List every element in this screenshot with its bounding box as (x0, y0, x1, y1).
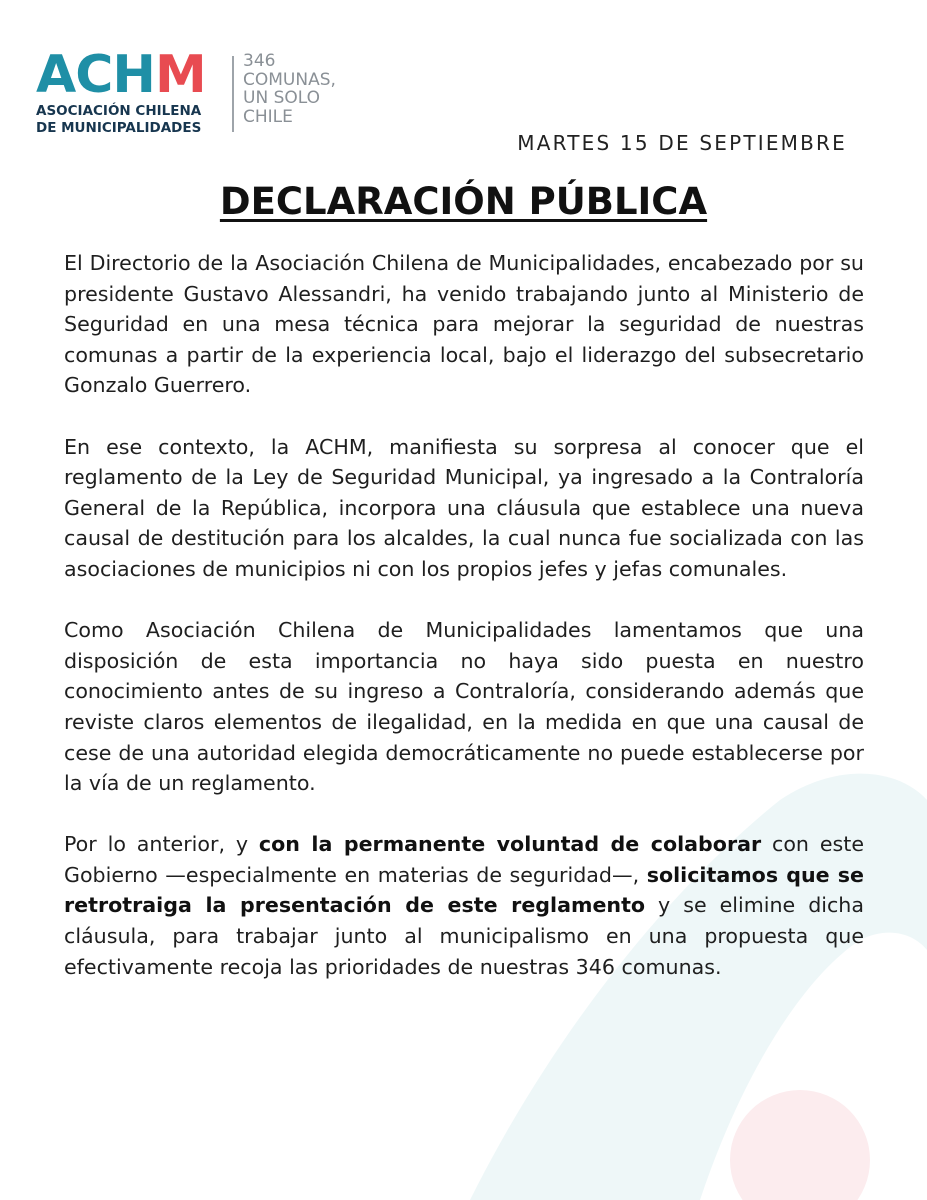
logo-organization-name (36, 103, 226, 137)
logo-divider (232, 56, 234, 132)
closing-text-3: y se elimine dicha cláusula, para trabajar junto al municipalismo en una propuesta que efectivamente recoja las prioridades de nuestras 346 comunas. (64, 893, 864, 979)
logo-org-line-1: ASOCIACIÓN CHILENA (36, 103, 202, 119)
logo-wordmark (36, 45, 224, 105)
paragraph-closing (64, 829, 864, 982)
achm-logo (36, 45, 356, 136)
logo-wordmark-m: M (154, 45, 206, 105)
closing-text-2: con este Gobierno —especialmente en materias de seguridad—, (64, 832, 864, 887)
closing-text-1: Por lo anterior, y (64, 832, 259, 857)
document-title: DECLARACIÓN PÚBLICA (219, 180, 708, 223)
logo-tagline-line-4: CHILE (243, 106, 293, 127)
logo-wordmark-ach: ACH (36, 45, 155, 105)
closing-bold-1: con la permanente voluntad de colaborar (258, 832, 762, 857)
logo-org-line-2: DE MUNICIPALIDADES (36, 120, 202, 136)
logo-tagline (243, 52, 363, 126)
document-body (64, 248, 864, 1013)
paragraph: En ese contexto, la ACHM, manifiesta su sorpresa al conocer que el reglamento de la Ley de Seguridad Municipal, ya ingresado a la Contraloría General de la República, incorpora una cláusula que establece una nueva causal de destitución para los alcaldes, la cual nunca fue socializada con las asociaciones de municipios ni con los propios jefes y jefas comunales. (64, 434, 864, 581)
paragraph: Como Asociación Chilena de Municipalidades lamentamos que una disposición de esta importancia no haya sido puesta en nuestro conocimiento antes de su ingreso a Contraloría, considerando además que reviste claros elementos de ilegalidad, en la medida en que una causal de cese de una autoridad elegida democráticamente no puede establecerse por la vía de un reglamento. (64, 618, 864, 796)
paragraph: El Directorio de la Asociación Chilena de Municipalidades, encabezado por su presidente Gustavo Alessandri, ha venido trabajando junto al Ministerio de Seguridad en una mesa técnica para mejorar la seguridad de nuestras comunas a partir de la experiencia local, bajo el liderazgo del subsecretario Gonzalo Guerrero. (64, 251, 864, 398)
document-date: MARTES 15 DE SEPTIEMBRE (517, 131, 847, 155)
closing-bold-2: solicitamos que se retrotraiga la presentación de este reglamento (64, 862, 864, 918)
logo-tagline-line-1: 346 (243, 51, 276, 71)
logo-tagline-line-2: COMUNAS, (243, 69, 336, 90)
logo-tagline-line-3: UN SOLO (243, 88, 320, 108)
